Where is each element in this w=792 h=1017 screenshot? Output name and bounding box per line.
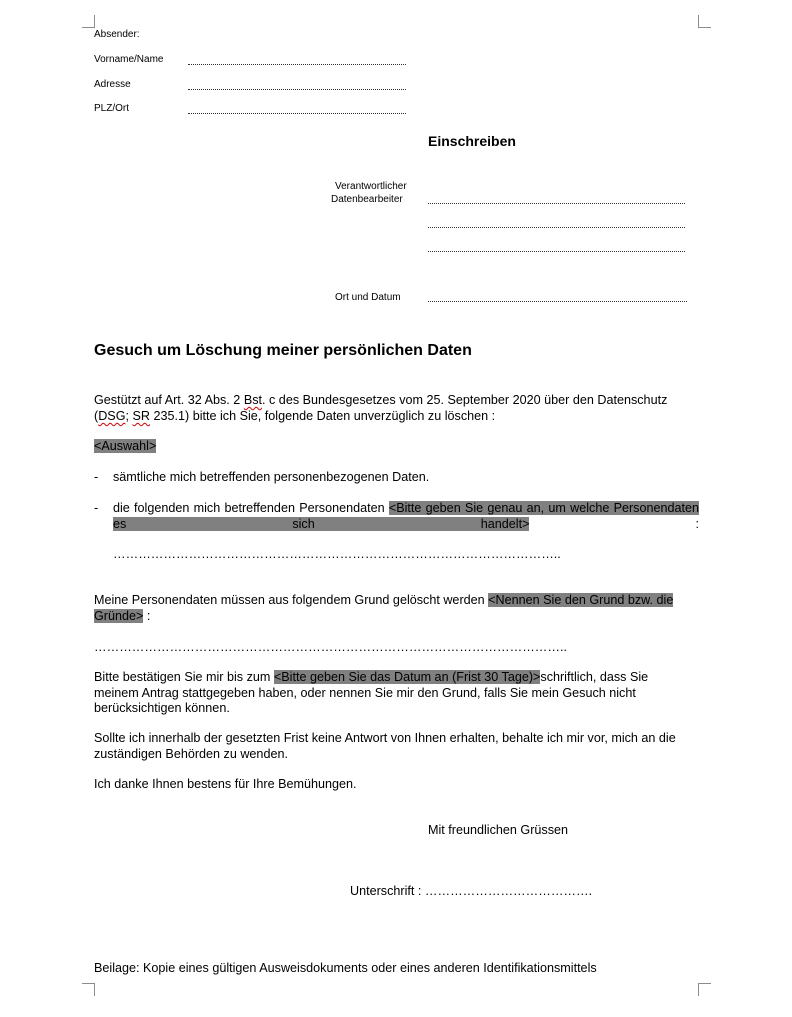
confirm-paragraph: Bitte bestätigen Sie mir bis zum <Bitte geben Sie das Datum an (Frist 30 Tage)>schriftlich, dass Sie meinem Antrag stattgegeben haben, oder nennen Sie mir den Grund, falls Sie mein Gesuch nicht berücksichtigen können. (94, 670, 649, 715)
reason-dotted-line[interactable]: ………………………………………………………………………………………………….. (94, 640, 567, 654)
sender-address-field[interactable] (188, 89, 406, 90)
sender-name-label: Vorname/Name (94, 54, 164, 65)
sender-zip-city-label: PLZ/Ort (94, 103, 130, 114)
intro-line1: Gestützt auf Art. 32 Abs. 2 Bst. c des Bundesgesetzes vom 25. September 2020 über den Datenschutz (94, 393, 668, 407)
intro-line2: (DSG; SR 235.1) bitte ich Sie, folgende Daten unverzüglich zu löschen : (94, 409, 496, 423)
signature-line[interactable]: Unterschrift : …………………………………. (350, 884, 593, 898)
sender-zip-city-field[interactable] (188, 113, 406, 114)
controller-field-line1[interactable] (428, 203, 685, 204)
date-placeholder[interactable]: <Bitte geben Sie das Datum an (Frist 30 Tage)> (273, 670, 541, 684)
controller-field-line3[interactable] (428, 251, 685, 252)
selection-placeholder[interactable]: <Auswahl> (94, 439, 157, 453)
crop-mark-bottom-right (698, 983, 711, 996)
closing-line: Mit freundlichen Grüssen (428, 823, 568, 837)
reason-placeholder[interactable]: <Nennen Sie den Grund bzw. die Gründe> (94, 593, 674, 623)
sender-name-field[interactable] (188, 64, 406, 65)
following-data-dotted-line[interactable]: …………………………………………………………………………………………….. (113, 547, 561, 561)
spelling-underline-dsg: DSG (98, 409, 126, 423)
thanks-line: Ich danke Ihnen bestens für Ihre Bemühungen. (94, 777, 357, 791)
spelling-underline-bst: Bst (243, 393, 263, 407)
sender-address-label: Adresse (94, 79, 131, 90)
controller-label-line2: Datenbearbeiter (331, 194, 403, 205)
crop-mark-top-right (698, 15, 711, 28)
deadline-paragraph: Sollte ich innerhalb der gesetzten Frist keine Antwort von Ihnen erhalten, behalte ich mir vor, mich an die zuständigen Behörden zu wenden. (94, 731, 676, 761)
sender-title: Absender: (94, 29, 140, 40)
option-all-data: sämtliche mich betreffenden personenbezogenen Daten. (113, 470, 430, 484)
crop-mark-top-left (82, 15, 95, 28)
reason-paragraph: Meine Personendaten müssen aus folgendem Grund gelöscht werden <Nennen Sie den Grund bzw. die Gründe> : (94, 593, 674, 623)
controller-label-line1: Verantwortlicher (335, 181, 407, 192)
option-following-data: die folgenden mich betreffenden Personendaten <Bitte geben Sie genau an, um welche Personendaten es sich handelt> : (113, 501, 700, 531)
enclosure-line: Beilage: Kopie eines gültigen Ausweisdokuments oder eines anderen Identifikationsmittels (94, 961, 597, 975)
document-heading: Gesuch um Löschung meiner persönlichen Daten (94, 342, 472, 359)
option-bullet-2: - (94, 501, 99, 515)
option-bullet-1: - (94, 470, 99, 484)
place-date-label: Ort und Datum (335, 292, 401, 303)
spelling-underline-sr: SR (132, 409, 150, 423)
registered-mail-label: Einschreiben (428, 133, 516, 149)
place-date-field[interactable] (428, 301, 687, 302)
following-data-placeholder[interactable]: <Bitte geben Sie genau an, um welche Personendaten es sich handelt> (113, 501, 700, 531)
controller-field-line2[interactable] (428, 227, 685, 228)
crop-mark-bottom-left (82, 983, 95, 996)
